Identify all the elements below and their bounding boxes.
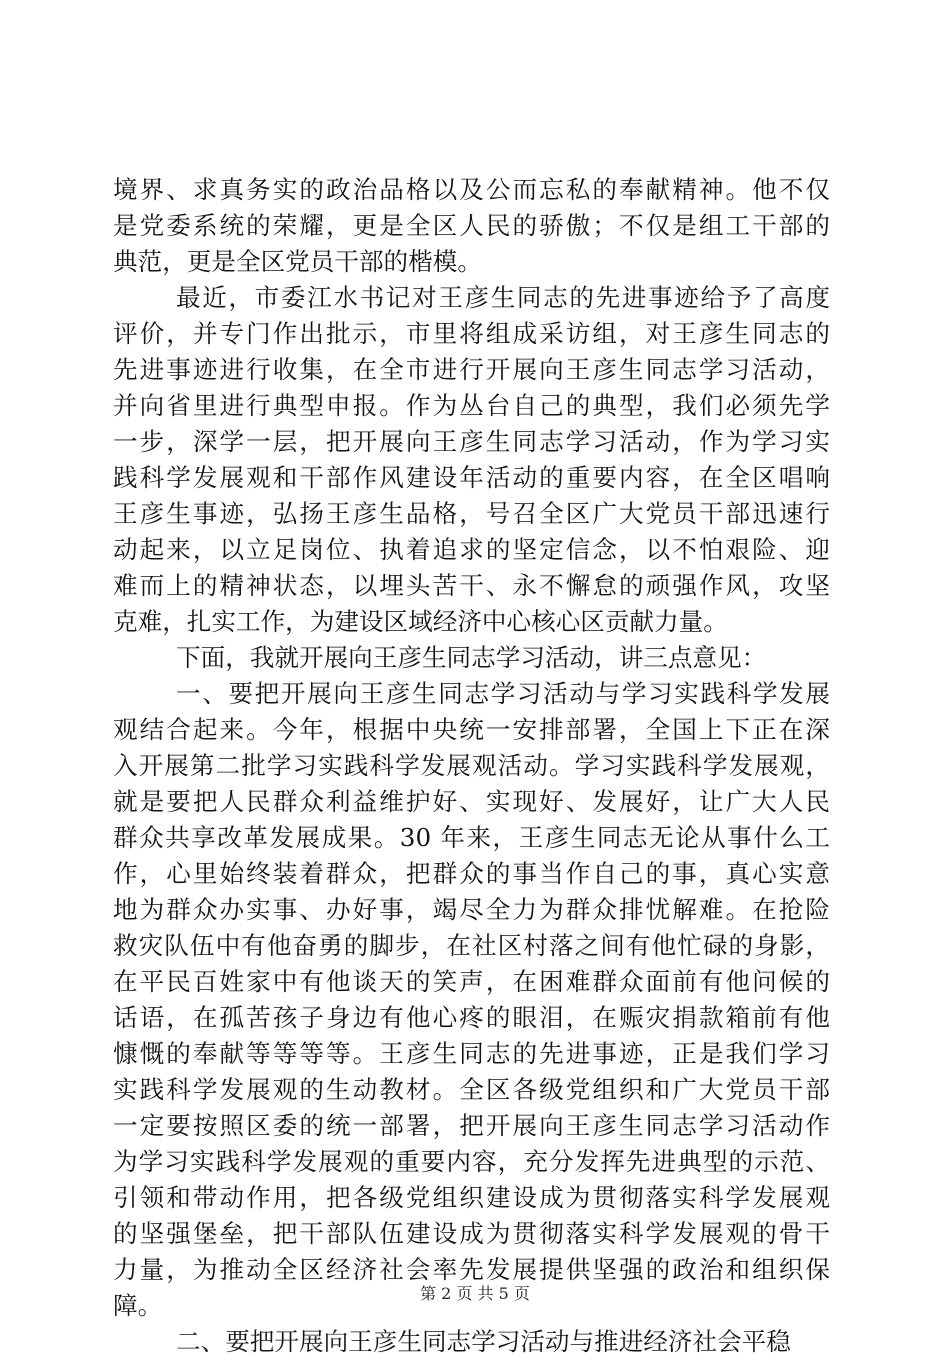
text-line: 下面，我就开展向王彦生同志学习活动，讲三点意见： xyxy=(176,643,767,672)
text-line: 话语，在孤苦孩子身边有他心疼的眼泪，在赈灾捐款箱前有他 xyxy=(113,1003,830,1032)
text-line: 在平民百姓家中有他谈天的笑声，在困难群众面前有他问候的 xyxy=(113,967,830,996)
page-number-label: 第 2 页 共 5 页 xyxy=(420,1284,530,1303)
text-line: 评价，并专门作出批示，市里将组成采访组，对王彦生同志的 xyxy=(113,319,830,348)
text-line: 群众共享改革发展成果。30 年来，王彦生同志无论从事什么工 xyxy=(113,823,830,852)
text-line: 王彦生事迹，弘扬王彦生品格，号召全区广大党员干部迅速行 xyxy=(113,499,830,528)
text-line: 一定要按照区委的统一部署，把开展向王彦生同志学习活动作 xyxy=(113,1111,830,1140)
text-line: 实践科学发展观的生动教材。全区各级党组织和广大党员干部 xyxy=(113,1075,830,1104)
text-line: 为学习实践科学发展观的重要内容，充分发挥先进典型的示范、 xyxy=(113,1147,830,1176)
text-line: 最近，市委江水书记对王彦生同志的先进事迹给予了高度 xyxy=(176,283,830,312)
text-line: 入开展第二批学习实践科学发展观活动。学习实践科学发展观， xyxy=(113,751,830,780)
text-line: 境界、求真务实的政治品格以及公而忘私的奉献精神。他不仅 xyxy=(113,175,830,204)
text-line: 一步，深学一层，把开展向王彦生同志学习活动，作为学习实 xyxy=(113,427,830,456)
text-line: 地为群众办实事、办好事，竭尽全力为群众排忧解难。在抢险 xyxy=(113,895,830,924)
text-line: 克难，扎实工作，为建设区域经济中心核心区贡献力量。 xyxy=(113,607,728,636)
text-line: 力量，为推动全区经济社会率先发展提供坚强的政治和组织保 xyxy=(113,1255,830,1284)
text-line: 观结合起来。今年，根据中央统一安排部署，全国上下正在深 xyxy=(113,715,830,744)
text-line: 并向省里进行典型申报。作为丛台自己的典型，我们必须先学 xyxy=(113,391,830,420)
text-line: 救灾队伍中有他奋勇的脚步，在社区村落之间有他忙碌的身影， xyxy=(113,931,830,960)
text-line: 一、要把开展向王彦生同志学习活动与学习实践科学发展 xyxy=(176,679,830,708)
text-line: 先进事迹进行收集，在全市进行开展向王彦生同志学习活动， xyxy=(113,355,830,384)
text-line: 难而上的精神状态，以埋头苦干、永不懈怠的顽强作风，攻坚 xyxy=(113,571,830,600)
text-line: 障。 xyxy=(113,1291,163,1320)
text-line: 作，心里始终装着群众，把群众的事当作自己的事，真心实意 xyxy=(113,859,830,888)
text-line: 引领和带动作用，把各级党组织建设成为贯彻落实科学发展观 xyxy=(113,1183,830,1212)
text-line: 践科学发展观和干部作风建设年活动的重要内容，在全区唱响 xyxy=(113,463,830,492)
text-line: 典范，更是全区党员干部的楷模。 xyxy=(113,247,482,276)
text-line: 是党委系统的荣耀，更是全区人民的骄傲；不仅是组工干部的 xyxy=(113,211,830,240)
text-line: 慷慨的奉献等等等等。王彦生同志的先进事迹，正是我们学习 xyxy=(113,1039,830,1068)
text-line: 二、要把开展向王彦生同志学习活动与推进经济社会平稳 xyxy=(176,1327,791,1356)
text-line: 就是要把人民群众利益维护好、实现好、发展好，让广大人民 xyxy=(113,787,830,816)
text-line: 动起来，以立足岗位、执着追求的坚定信念，以不怕艰险、迎 xyxy=(113,535,830,564)
text-line: 的坚强堡垒，把干部队伍建设成为贯彻落实科学发展观的骨干 xyxy=(113,1219,830,1248)
